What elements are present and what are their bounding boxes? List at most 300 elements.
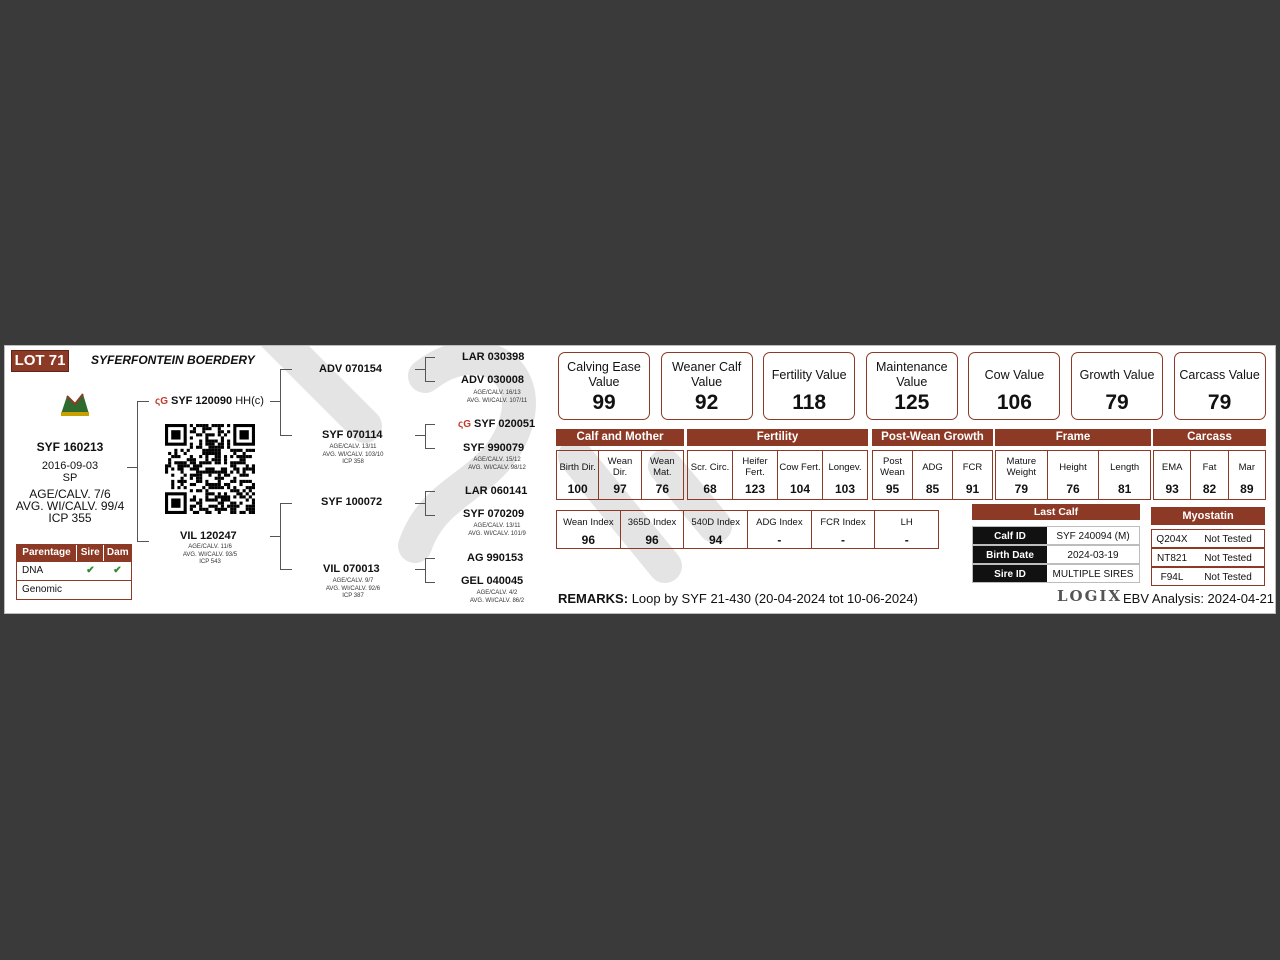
value-number: 92 xyxy=(694,391,719,414)
sds xyxy=(458,418,535,430)
qr-module xyxy=(205,443,208,446)
qr-module xyxy=(230,505,233,508)
qr-module xyxy=(193,498,196,501)
qr-module xyxy=(246,464,249,467)
calf-birth-label: Birth Date xyxy=(973,546,1047,563)
qr-module xyxy=(184,480,187,483)
calf-id-label: Calf ID xyxy=(973,527,1047,544)
qr-module xyxy=(196,480,199,483)
qr-module xyxy=(218,502,221,505)
qr-module xyxy=(196,471,199,474)
qr-module xyxy=(224,467,227,470)
qr-module xyxy=(218,492,221,495)
index-cell xyxy=(875,511,938,548)
group-cells xyxy=(1153,450,1266,500)
qr-module xyxy=(252,502,255,505)
ebv-label: Mar xyxy=(1238,461,1255,473)
dam-stats xyxy=(170,544,250,567)
qr-module xyxy=(205,471,208,474)
qr-module xyxy=(227,495,230,498)
qr-module xyxy=(252,467,255,470)
last-calf-title: Last Calf xyxy=(972,504,1140,520)
ebv-cell xyxy=(599,451,641,499)
qr-module xyxy=(199,446,202,449)
dd-icp: ICP 387 xyxy=(342,593,364,599)
dd-avg-wi: AVG. WI/CALV. 92/6 xyxy=(325,585,381,592)
connector xyxy=(425,582,435,583)
qr-module xyxy=(171,467,174,470)
qr-module xyxy=(190,443,193,446)
ebv-cell xyxy=(873,451,913,499)
qr-module xyxy=(233,449,236,452)
value-box xyxy=(558,352,650,420)
qr-module xyxy=(208,452,211,455)
value-box xyxy=(1071,352,1163,420)
qr-module xyxy=(230,449,233,452)
qr-module xyxy=(224,458,227,461)
qr-module xyxy=(224,471,227,474)
qr-module xyxy=(212,471,215,474)
qr-module xyxy=(221,471,224,474)
qr-module xyxy=(252,511,255,514)
sd-age-calv: AGE/CALV. 13/11 xyxy=(329,444,377,450)
qr-module xyxy=(190,483,193,486)
connector xyxy=(137,401,138,541)
qr-module xyxy=(246,474,249,477)
qr-module xyxy=(230,461,233,464)
ebv-value: 93 xyxy=(1165,482,1179,496)
qr-module xyxy=(171,486,174,489)
ebv-value: 123 xyxy=(744,482,766,496)
qr-module xyxy=(205,461,208,464)
ddd-stats xyxy=(457,590,537,605)
qr-module xyxy=(205,452,208,455)
ebv-cell xyxy=(642,451,683,499)
ebv-value: 91 xyxy=(965,482,980,496)
ssd-stats xyxy=(457,390,537,405)
farm-name: SYFERFONTEIN BOERDERY xyxy=(91,353,255,367)
qr-module xyxy=(196,446,199,449)
qr-module xyxy=(224,498,227,501)
qr-module xyxy=(199,480,202,483)
connector xyxy=(137,401,149,402)
myostatin-gene: NT821 xyxy=(1156,553,1187,564)
value-label: Weaner Calf Value xyxy=(671,360,742,389)
dsd-stats xyxy=(457,523,537,538)
index-label: Wean Index xyxy=(563,516,614,528)
sds-id: SYF 020051 xyxy=(473,418,536,430)
qr-module xyxy=(190,436,193,439)
qr-module xyxy=(252,471,255,474)
qr-module xyxy=(184,464,187,467)
qr-module xyxy=(212,505,215,508)
check-icon: ✔ xyxy=(86,565,95,576)
value-box xyxy=(968,352,1060,420)
birth-date: 2016-09-03 xyxy=(41,460,99,472)
qr-module xyxy=(224,495,227,498)
qr-module xyxy=(205,511,208,514)
qr-module xyxy=(230,489,233,492)
connector xyxy=(425,357,435,358)
ebv-label: FCR xyxy=(962,461,983,473)
qr-module xyxy=(205,492,208,495)
check-icon: ✔ xyxy=(113,565,122,576)
index-value: 96 xyxy=(645,533,659,547)
qr-module xyxy=(224,433,227,436)
qr-module xyxy=(190,489,193,492)
qr-module xyxy=(218,430,221,433)
connector xyxy=(415,569,425,570)
qr-module xyxy=(233,464,236,467)
calf-id-value: SYF 240094 (M) xyxy=(1056,531,1130,542)
dam-age-calv: AGE/CALV. 11/6 xyxy=(188,544,232,550)
genomic-icon: ςG xyxy=(458,419,471,430)
qr-module xyxy=(202,508,205,511)
genomic-label: Genomic xyxy=(22,584,63,595)
qr-module xyxy=(205,458,208,461)
qr-module xyxy=(215,424,218,427)
qr-module xyxy=(202,486,205,489)
qr-module xyxy=(208,492,211,495)
qr-module xyxy=(246,455,249,458)
qr-module xyxy=(224,474,227,477)
ebv-value: 76 xyxy=(655,482,669,496)
qr-module xyxy=(165,464,168,467)
qr-module xyxy=(230,511,233,514)
qr-module xyxy=(184,461,187,464)
qr-module xyxy=(239,430,248,439)
qr-module xyxy=(239,492,242,495)
qr-module xyxy=(193,474,196,477)
qr-module xyxy=(196,464,199,467)
qr-module xyxy=(193,427,196,430)
qr-code-icon xyxy=(165,424,255,514)
sire-id: SYF 120090 xyxy=(170,395,233,407)
group-title: Frame xyxy=(995,429,1151,446)
index-value: 94 xyxy=(709,533,723,547)
qr-module xyxy=(236,492,239,495)
dam-avg-wi: AVG. WI/CALV. 93/5 xyxy=(182,551,238,558)
connector xyxy=(425,357,426,381)
qr-module xyxy=(212,443,215,446)
connector xyxy=(280,503,281,569)
ebv-cell xyxy=(1099,451,1150,499)
qr-module xyxy=(196,502,199,505)
qr-module xyxy=(208,474,211,477)
qr-module xyxy=(230,471,233,474)
connector xyxy=(137,541,149,542)
value-box xyxy=(763,352,855,420)
qr-module xyxy=(246,480,249,483)
dna-label: DNA xyxy=(22,565,44,576)
qr-module xyxy=(187,464,190,467)
qr-module xyxy=(202,471,205,474)
connector xyxy=(280,569,292,570)
ddd-avg-wi: AVG. WI/CALV. 86/2 xyxy=(469,597,525,604)
connector xyxy=(280,369,292,370)
qr-module xyxy=(199,505,202,508)
qr-module xyxy=(243,480,246,483)
value-number: 118 xyxy=(792,391,827,414)
qr-module xyxy=(208,446,211,449)
sire-suffix: HH(c) xyxy=(235,395,264,407)
qr-module xyxy=(252,483,255,486)
qr-module xyxy=(202,461,205,464)
qr-module xyxy=(190,424,193,427)
qr-module xyxy=(174,455,177,458)
qr-module xyxy=(227,498,230,501)
remarks-label: REMARKS: xyxy=(558,591,629,606)
ebv-value: 82 xyxy=(1202,482,1217,496)
qr-module xyxy=(218,449,221,452)
qr-module xyxy=(218,483,221,486)
ebv-value: 100 xyxy=(567,482,588,496)
qr-module xyxy=(227,483,230,486)
qr-module xyxy=(212,486,215,489)
index-label: FCR Index xyxy=(820,516,866,528)
connector xyxy=(425,424,435,425)
qr-module xyxy=(215,471,218,474)
sdd-stats xyxy=(457,457,537,472)
parentage-header xyxy=(17,545,131,561)
myostatin-row xyxy=(1151,548,1265,567)
myostatin-row xyxy=(1151,529,1265,548)
connector xyxy=(127,467,137,468)
index-label: 540D Index xyxy=(691,516,740,528)
ebv-label: Birth Dir. xyxy=(559,461,596,473)
qr-module xyxy=(221,443,224,446)
qr-module xyxy=(227,505,230,508)
qr-module xyxy=(215,455,218,458)
qr-module xyxy=(233,505,236,508)
ebv-label: Fat xyxy=(1202,461,1217,473)
qr-module xyxy=(196,474,199,477)
index-label: 365D Index xyxy=(627,516,677,528)
qr-module xyxy=(196,477,199,480)
qr-module xyxy=(233,502,236,505)
qr-module xyxy=(187,449,190,452)
value-label: Growth Value xyxy=(1079,367,1155,382)
connector xyxy=(280,435,292,436)
qr-module xyxy=(215,508,218,511)
ebv-value: 79 xyxy=(1014,482,1029,496)
qr-module xyxy=(233,511,236,514)
qr-module xyxy=(252,492,255,495)
qr-module xyxy=(218,443,221,446)
index-value: - xyxy=(777,533,782,547)
qr-module xyxy=(212,449,215,452)
qr-module xyxy=(190,446,193,449)
qr-module xyxy=(239,449,242,452)
group-cells xyxy=(687,450,868,500)
ebv-cell xyxy=(733,451,778,499)
qr-module xyxy=(205,424,208,427)
ebv-label: Wean Mat. xyxy=(649,456,675,478)
calf-sire-label: Sire ID xyxy=(973,565,1047,582)
qr-module xyxy=(212,433,215,436)
qr-module xyxy=(202,430,205,433)
qr-module xyxy=(221,424,224,427)
ebv-label: Scr. Circ. xyxy=(690,461,730,473)
qr-module xyxy=(181,461,184,464)
qr-module xyxy=(193,458,196,461)
sdd-age-calv: AGE/CALV. 15/12 xyxy=(473,457,521,463)
qr-module xyxy=(249,455,252,458)
ebv-label: Height xyxy=(1059,461,1087,473)
qr-module xyxy=(227,443,230,446)
qr-module xyxy=(208,498,211,501)
ebv-value: 95 xyxy=(885,482,900,496)
dsd-avg-wi: AVG. WI/CALV. 101/9 xyxy=(468,530,526,537)
qr-module xyxy=(239,483,242,486)
qr-module xyxy=(190,461,193,464)
qr-module xyxy=(236,489,239,492)
sd-stats xyxy=(310,444,396,467)
qr-module xyxy=(252,498,255,501)
avg-wi: AVG. WI/CALV. 99/4 xyxy=(15,499,125,513)
qr-module xyxy=(246,492,249,495)
qr-module xyxy=(218,471,221,474)
farm-logo-icon xyxy=(57,388,93,418)
ebv-label: Heifer Fert. xyxy=(742,456,768,478)
qr-module xyxy=(243,455,246,458)
qr-module xyxy=(190,477,193,480)
connector xyxy=(425,448,435,449)
qr-module xyxy=(215,449,218,452)
qr-module xyxy=(233,461,236,464)
ebv-label: Cow Fert. xyxy=(779,461,821,473)
ebv-cell xyxy=(1229,451,1265,499)
index-label: LH xyxy=(900,516,913,528)
ebv-label: Length xyxy=(1110,461,1140,473)
qr-module xyxy=(199,474,202,477)
qr-module xyxy=(249,449,252,452)
qr-module xyxy=(174,452,177,455)
qr-module xyxy=(199,502,202,505)
qr-module xyxy=(205,427,208,430)
connector xyxy=(415,503,425,504)
group-title: Carcass xyxy=(1153,429,1266,446)
qr-module xyxy=(181,449,184,452)
connector xyxy=(280,503,292,504)
value-label: Cow Value xyxy=(984,367,1045,382)
qr-module xyxy=(202,449,205,452)
value-box xyxy=(866,352,958,420)
qr-module xyxy=(236,505,239,508)
sdd-id: SYF 990079 xyxy=(463,442,525,454)
ebv-cell xyxy=(1154,451,1191,499)
qr-module xyxy=(199,498,202,501)
qr-module xyxy=(252,449,255,452)
connector xyxy=(280,369,281,435)
ebv-value: 76 xyxy=(1066,482,1080,496)
qr-module xyxy=(246,486,249,489)
qr-module xyxy=(221,430,224,433)
sire xyxy=(155,395,264,407)
qr-module xyxy=(199,471,202,474)
qr-module xyxy=(205,480,208,483)
qr-module xyxy=(218,477,221,480)
value-number: 99 xyxy=(592,391,616,414)
sdd-avg-wi: AVG. WI/CALV. 98/12 xyxy=(468,464,526,471)
qr-module xyxy=(212,452,215,455)
qr-module xyxy=(205,483,208,486)
connector xyxy=(425,424,426,448)
group-cells xyxy=(995,450,1151,500)
qr-module xyxy=(181,477,184,480)
qr-module xyxy=(196,424,199,427)
qr-module xyxy=(212,440,215,443)
connector xyxy=(425,491,426,515)
qr-module xyxy=(208,433,211,436)
qr-module xyxy=(212,467,215,470)
qr-module xyxy=(239,461,242,464)
index-cell xyxy=(748,511,812,548)
qr-module xyxy=(239,502,242,505)
qr-module xyxy=(208,461,211,464)
qr-module xyxy=(193,430,196,433)
ebv-label: Longev. xyxy=(828,461,862,473)
qr-module xyxy=(193,464,196,467)
qr-module xyxy=(221,502,224,505)
animal-id: SYF 160213 xyxy=(36,440,104,454)
index-value: - xyxy=(841,533,846,547)
ebv-cell xyxy=(823,451,867,499)
icp: ICP 355 xyxy=(48,511,92,525)
qr-module xyxy=(215,505,218,508)
qr-module xyxy=(202,427,205,430)
qr-module xyxy=(196,467,199,470)
genomic-row xyxy=(17,580,131,599)
qr-module xyxy=(205,455,208,458)
ebv-label: Wean Dir. xyxy=(607,456,633,478)
qr-module xyxy=(174,461,177,464)
qr-module xyxy=(218,455,221,458)
qr-module xyxy=(227,474,230,477)
connector xyxy=(425,558,426,582)
qr-module xyxy=(221,508,224,511)
qr-module xyxy=(168,452,171,455)
connector xyxy=(425,515,435,516)
dam-icp: ICP 543 xyxy=(199,559,221,565)
qr-module xyxy=(171,474,174,477)
qr-module xyxy=(177,464,180,467)
qr-module xyxy=(230,508,233,511)
qr-module xyxy=(249,489,252,492)
qr-module xyxy=(165,467,168,470)
ebv-cell xyxy=(1048,451,1100,499)
value-label: Carcass Value xyxy=(1179,367,1260,382)
qr-module xyxy=(199,461,202,464)
dna-row xyxy=(17,561,131,580)
qr-module xyxy=(243,474,246,477)
qr-module xyxy=(230,464,233,467)
qr-module xyxy=(205,467,208,470)
qr-module xyxy=(199,433,202,436)
qr-module xyxy=(212,446,215,449)
qr-module xyxy=(233,477,236,480)
qr-module xyxy=(190,455,193,458)
qr-module xyxy=(202,452,205,455)
myostatin-status: Not Tested xyxy=(1204,572,1252,583)
qr-module xyxy=(249,505,252,508)
qr-module xyxy=(243,461,246,464)
remarks-text: Loop by SYF 21-430 (20-04-2024 tot 10-06-2024) xyxy=(631,591,918,606)
qr-module xyxy=(224,455,227,458)
group-title: Fertility xyxy=(687,429,868,446)
qr-module xyxy=(221,436,224,439)
index-cell xyxy=(684,511,748,548)
